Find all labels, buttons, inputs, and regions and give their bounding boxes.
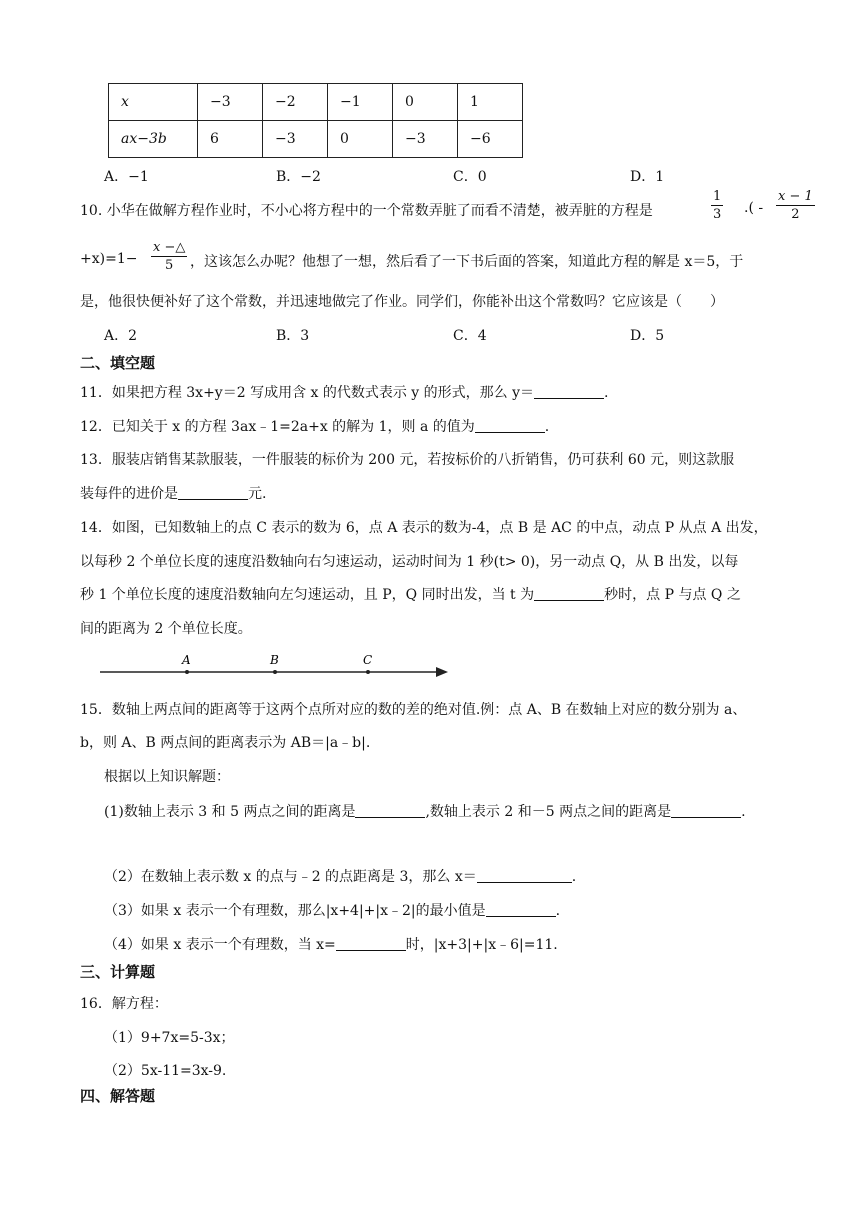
table-cell: x	[109, 84, 198, 121]
option-b: B．3	[276, 328, 310, 344]
q13-line1: 13．服装店销售某款服装，一件服装的标价为 200 元，若按标价的八折销售，仍可获利 60 元，则这款服	[80, 452, 735, 468]
point-b-dot	[273, 670, 277, 674]
frac-den: 3	[713, 207, 722, 222]
frac-num: 1	[713, 189, 722, 204]
q15-p4-text: （4）如果 x 表示一个有理数，当 x=	[104, 937, 336, 953]
fraction-one-third	[711, 188, 723, 223]
q15-p1-end: .	[741, 804, 746, 820]
section-heading: 四、解答题	[80, 1087, 156, 1105]
table-cell: −2	[263, 84, 328, 121]
q12	[80, 416, 812, 436]
q15-p2-text: （2）在数轴上表示数 x 的点与﹣2 的点距离是 3，那么 x＝	[104, 869, 477, 885]
q13-text: 装每件的进价是	[80, 486, 178, 502]
q10-line1: 10. 小华在做解方程作业时，不小心将方程中的一个常数弄脏了而看不清楚，被弄脏的方程是	[80, 203, 653, 219]
value-table	[108, 83, 523, 158]
frac-den: 5	[165, 258, 174, 273]
fraction-x-minus-triangle-over-5	[151, 239, 187, 274]
q14-line3	[80, 584, 812, 604]
q15-part2	[104, 866, 812, 886]
point-a-dot	[185, 670, 189, 674]
q15-p3-text: （3）如果 x 表示一个有理数，那么|x+4|+|x﹣2|的最小值是	[104, 903, 486, 919]
answer-blank	[534, 384, 604, 399]
option-a: A．2	[104, 328, 138, 344]
q11-text: 11．如果把方程 3x+y＝2 写成用含 x 的代数式表示 y 的形式，那么 y＝	[80, 385, 535, 401]
q14-text: 秒 1 个单位长度的速度沿数轴向左匀速运动，且 P，Q 同时出发，当 t 为	[80, 587, 535, 603]
q15-p3-end: .	[555, 903, 561, 919]
point-b-label: B	[270, 653, 279, 667]
q10-line3: 是，他很快便补好了这个常数，并迅速地做完了作业。同学们，你能补出这个常数吗？它应该是（ ）	[80, 294, 724, 310]
table-cell: −3	[393, 121, 458, 158]
q10-line2-rest: ，这该怎么办呢？他想了一想，然后看了一下书后面的答案，知道此方程的解是 x＝5，于	[190, 254, 744, 270]
arrow-head-icon	[436, 667, 448, 677]
q11	[80, 382, 812, 402]
frac-num: x −△	[153, 240, 186, 255]
table-cell: −3	[198, 84, 263, 121]
table-cell: ax−3b	[109, 121, 198, 158]
option-c: C．0	[453, 169, 487, 185]
q14-line2: 以每秒 2 个单位长度的速度沿数轴向右匀速运动，运动时间为 1 秒(t> 0)，另一动点 Q，从 B 出发，以每	[80, 554, 739, 570]
q15-part3	[104, 900, 812, 920]
table-cell: 0	[393, 84, 458, 121]
q15-line1: 15．数轴上两点间的距离等于这两个点所对应的数的差的绝对值.例：点 A、B 在数轴上对应的数分别为 a、	[80, 702, 747, 718]
table-row	[109, 121, 523, 158]
q12-end: .	[544, 419, 550, 435]
table-cell: −1	[328, 84, 393, 121]
option-a: A．−1	[104, 169, 149, 185]
paren-open: .( -	[744, 200, 764, 216]
fraction-x-minus-1-over-2	[776, 188, 815, 223]
option-d: D．5	[630, 328, 665, 344]
table-cell: 6	[198, 121, 263, 158]
table-cell: −3	[263, 121, 328, 158]
q16-part1: （1）9+7x=5-3x；	[104, 1030, 235, 1046]
q15-line3: 根据以上知识解题：	[104, 769, 230, 785]
q10-line2-start: +x)=1−	[80, 251, 138, 267]
q14-line1: 14．如图，已知数轴上的点 C 表示的数为 6，点 A 表示的数为-4，点 B 是 AC 的中点，动点 P 从点 A 出发，	[80, 520, 768, 536]
q15-part4	[104, 934, 812, 954]
table-row	[109, 84, 523, 121]
q13-line2	[80, 483, 812, 503]
answer-blank	[336, 936, 406, 951]
number-line-figure	[96, 648, 456, 684]
point-c-dot	[366, 670, 370, 674]
option-c: C．4	[453, 328, 487, 344]
q14-text-end: 秒时，点 P 与点 Q 之	[604, 587, 741, 603]
answer-blank	[475, 418, 545, 433]
table-cell: 1	[458, 84, 523, 121]
q15-p1-text: (1)数轴上表示 3 和 5 两点之间的距离是	[104, 804, 356, 820]
option-b: B．−2	[276, 169, 321, 185]
q15-p1-text2: ,数轴上表示 2 和－5 两点之间的距离是	[425, 804, 672, 820]
answer-blank	[178, 485, 248, 500]
frac-num: x − 1	[778, 189, 813, 204]
q16-part2: （2）5x-11=3x-9.	[104, 1063, 227, 1079]
answer-blank	[477, 868, 572, 883]
frac-den: 2	[791, 207, 800, 222]
q12-text: 12．已知关于 x 的方程 3ax﹣1=2a+x 的解为 1，则 a 的值为	[80, 419, 475, 435]
q15-line2: b，则 A、B 两点间的距离表示为 AB＝|a﹣b|.	[80, 735, 371, 751]
q16-title: 16．解方程：	[80, 996, 168, 1012]
section-heading: 二、填空题	[80, 354, 156, 372]
section-heading: 三、计算题	[80, 963, 156, 981]
q14-line4: 间的距离为 2 个单位长度。	[80, 621, 252, 637]
table-cell: 0	[328, 121, 393, 158]
point-c-label: C	[363, 653, 373, 667]
table-cell: −6	[458, 121, 523, 158]
q15-part1	[104, 801, 812, 821]
answer-blank	[486, 902, 556, 917]
q11-end: .	[604, 385, 609, 401]
answer-blank	[534, 586, 604, 601]
answer-blank	[671, 803, 741, 818]
option-d: D．1	[630, 169, 665, 185]
q15-p2-end: .	[571, 869, 577, 885]
q15-p4-end: 时，|x+3|+|x﹣6|=11.	[405, 937, 558, 953]
point-a-label: A	[182, 653, 191, 667]
answer-blank	[355, 803, 425, 818]
q13-end: 元.	[248, 486, 267, 502]
